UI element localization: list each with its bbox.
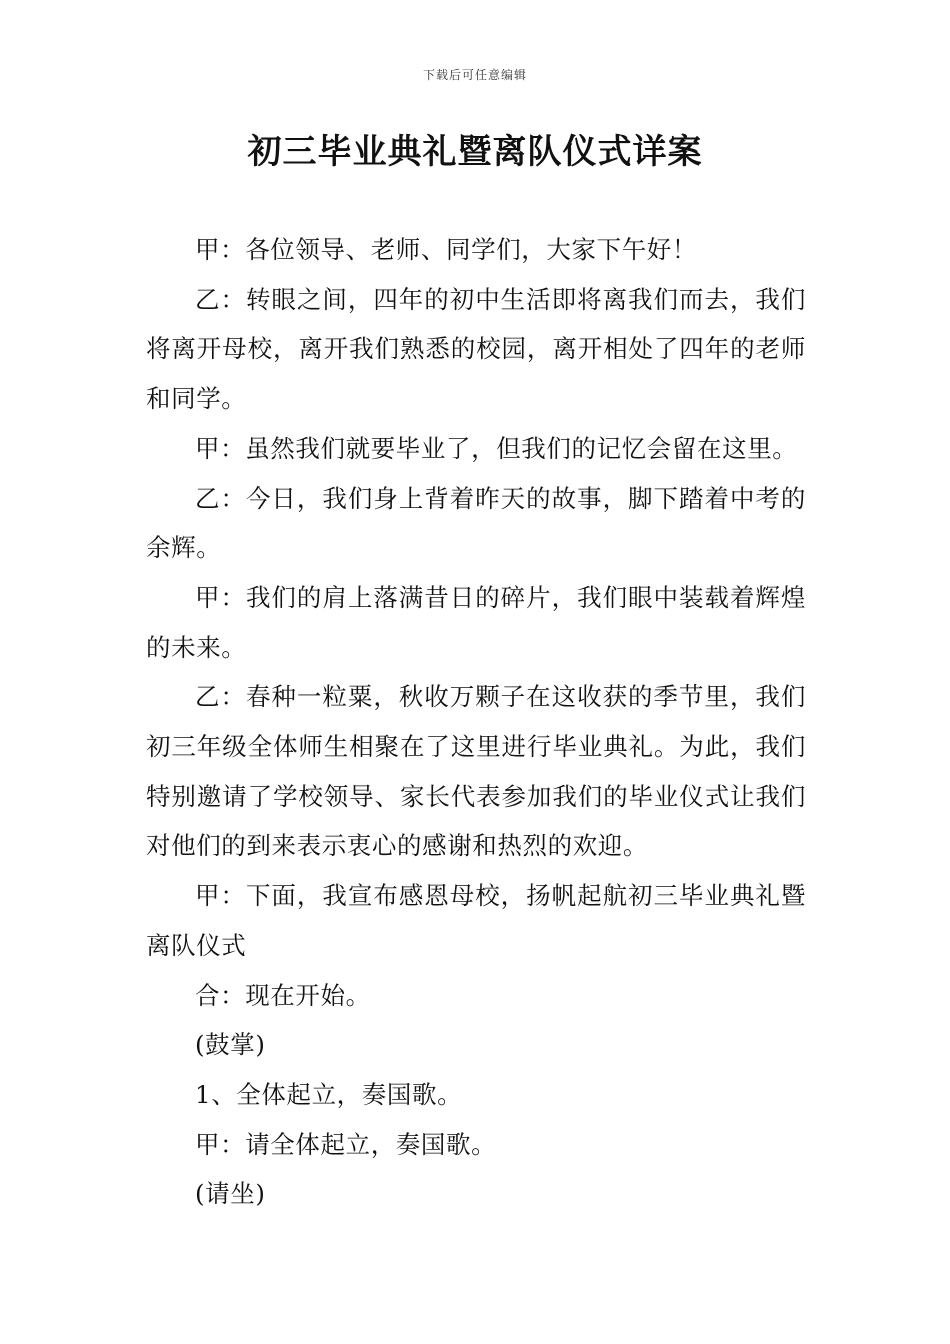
paragraph: 乙：春种一粒粟，秋收万颗子在这收获的季节里，我们初三年级全体师生相聚在了这里进行毕业典礼。为此，我们特别邀请了学校领导、家长代表参加我们的毕业仪式让我们对他们的到来表示衷心的感谢和热烈的欢迎。 <box>146 682 806 861</box>
paragraph: 乙：今日，我们身上背着昨天的故事，脚下踏着中考的余辉。 <box>146 483 806 563</box>
paragraph: 甲：请全体起立，奏国歌。 <box>195 1129 497 1159</box>
document-title: 初三毕业典礼暨离队仪式详案 <box>247 132 703 172</box>
paragraph: (请坐) <box>195 1179 266 1209</box>
paragraph: 合：现在开始。 <box>195 980 371 1010</box>
header-note: 下载后可任意编辑 <box>422 68 527 82</box>
paragraph: 乙：转眼之间，四年的初中生活即将离我们而去，我们将离开母校，离开我们熟悉的校园，离开相处了四年的老师和同学。 <box>146 284 806 414</box>
paragraph: (鼓掌) <box>195 1030 266 1060</box>
paragraph: 1、全体起立，奏国歌。 <box>195 1079 463 1109</box>
paragraph: 甲：各位领导、老师、同学们，大家下午好！ <box>195 235 697 264</box>
paragraph: 甲：我们的肩上落满昔日的碎片，我们眼中装载着辉煌的未来。 <box>146 582 806 662</box>
paragraph: 甲：下面，我宣布感恩母校，扬帆起航初三毕业典礼暨离队仪式 <box>146 881 806 960</box>
paragraph: 甲：虽然我们就要毕业了，但我们的记忆会留在这里。 <box>195 433 798 463</box>
document-body <box>146 225 806 1219</box>
